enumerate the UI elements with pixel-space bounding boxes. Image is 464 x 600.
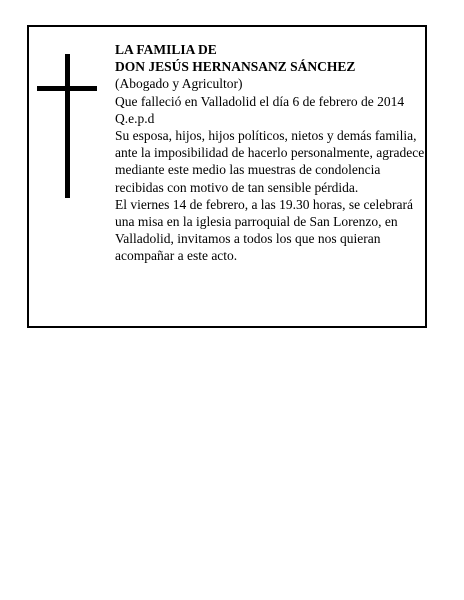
death-info: Que falleció en Valladolid el día 6 de febrero de 2014 — [115, 93, 405, 109]
cross-vertical-bar — [65, 54, 70, 198]
rip-abbreviation: Q.e.p.d — [115, 110, 155, 126]
cross-horizontal-bar — [37, 86, 97, 91]
profession: (Abogado y Agricultor) — [115, 76, 243, 92]
heading-deceased-name: DON JESÚS HERNANSANZ SÁNCHEZ — [115, 59, 356, 75]
notice-text — [115, 41, 427, 265]
gratitude-paragraph: Su esposa, hijos, hijos políticos, nietos y demás familia, ante la imposibilidad de hacerlo personalmente, agradece mediante este medio las muestras de condolencia recibidas con motivo de tan sensible pérdida. — [115, 128, 425, 195]
mass-announcement: El viernes 14 de febrero, a las 19.30 horas, se celebrará una misa en la iglesia parroquial de San Lorenzo, en Valladolid, invitamos a todos los que nos quieran acompañar a este acto. — [115, 196, 413, 264]
cross-icon — [37, 54, 97, 198]
obituary-notice — [27, 25, 427, 328]
heading-family: LA FAMILIA DE — [115, 42, 217, 57]
